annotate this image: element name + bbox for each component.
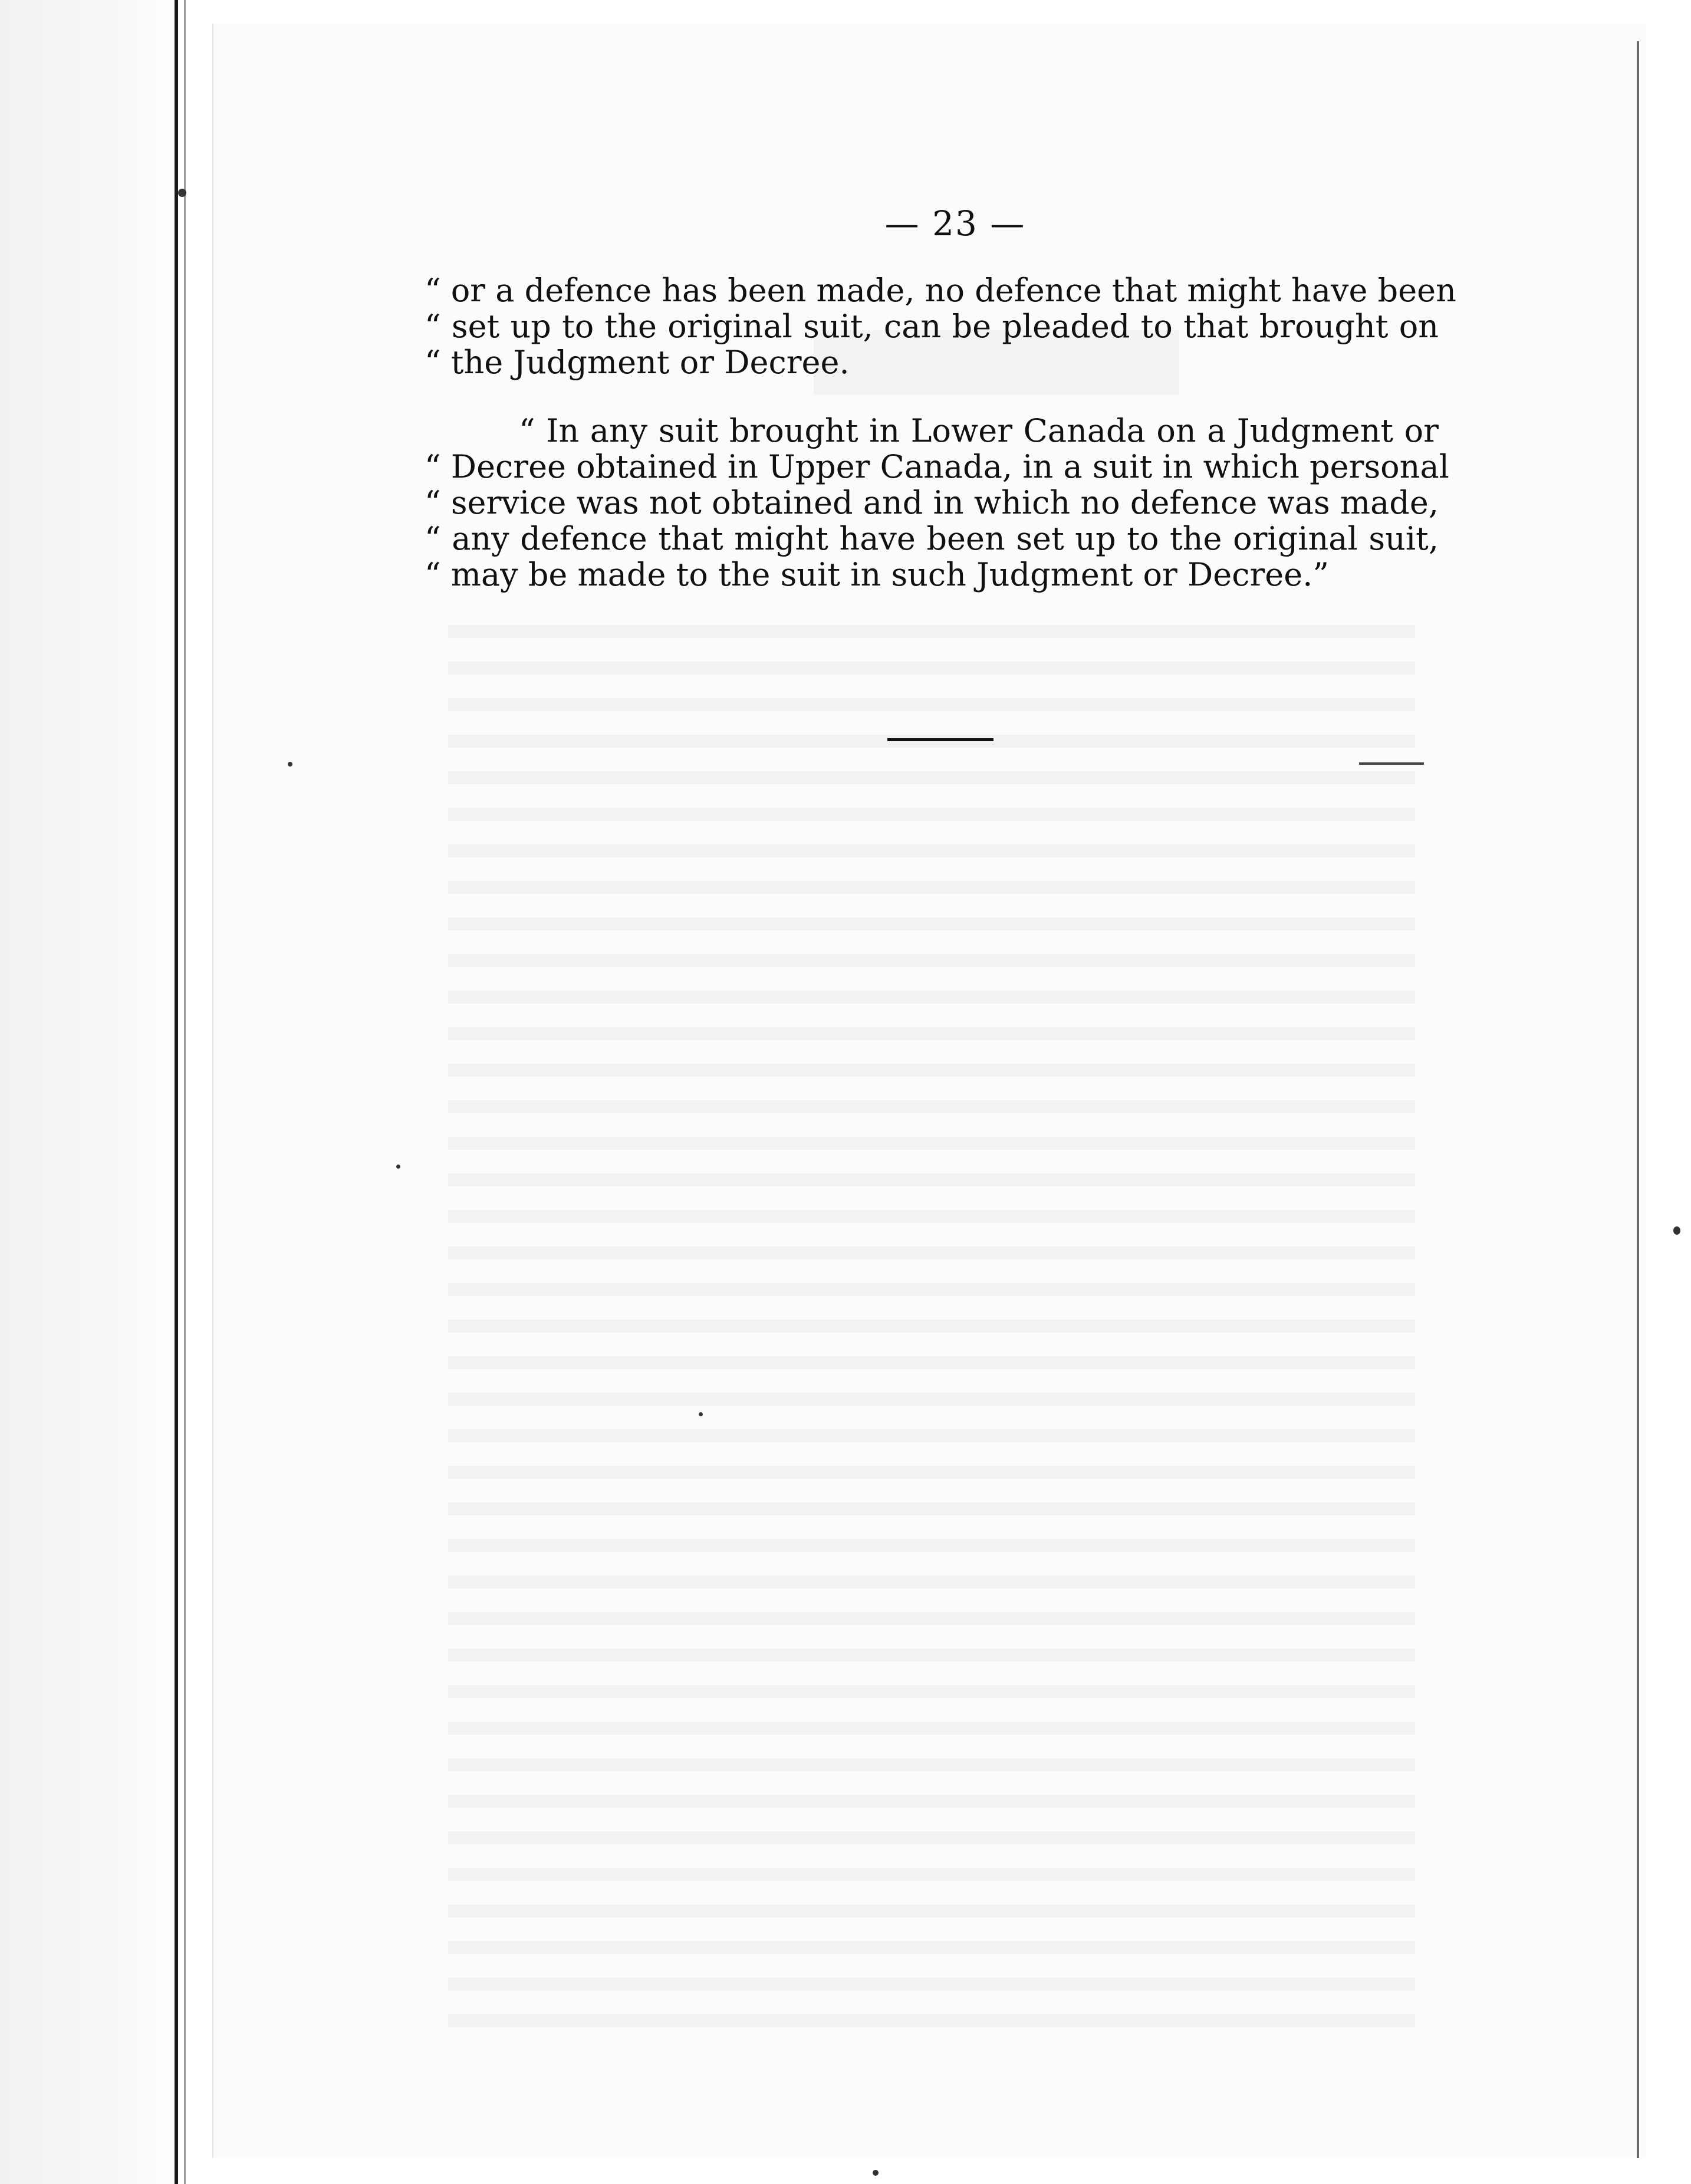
page-number: — 23 — <box>884 203 1026 244</box>
scan-speck <box>873 2170 879 2176</box>
binding-shadow <box>184 0 186 2184</box>
body-text <box>425 272 1456 593</box>
text-line: “ or a defence has been made, no defence that might have been <box>425 272 1456 309</box>
previous-leaf-strip <box>0 0 177 2184</box>
paragraph-gap <box>425 380 1439 413</box>
scan-speck <box>396 1165 400 1169</box>
scan-speck <box>288 762 292 767</box>
text-line: “ In any suit brought in Lower Canada on a Judgment or <box>519 412 1439 449</box>
leaf-right-edge <box>1637 41 1639 2158</box>
binding-edge <box>175 0 178 2184</box>
text-line: “ the Judgment or Decree. <box>425 344 850 381</box>
text-line: “ may be made to the suit in such Judgment or Decree.” <box>425 556 1329 593</box>
text-line: “ Decree obtained in Upper Canada, in a suit in which personal <box>425 448 1449 485</box>
small-rule <box>1359 762 1424 765</box>
text-line: “ any defence that might have been set up to the original suit, <box>425 520 1439 557</box>
scan-speck <box>178 189 186 197</box>
section-rule <box>887 738 993 741</box>
text-line: “ service was not obtained and in which no defence was made, <box>425 484 1439 521</box>
scan-speck <box>1673 1226 1680 1235</box>
scan-speck <box>699 1412 703 1416</box>
bleed-through-text <box>448 625 1415 2040</box>
text-line: “ set up to the original suit, can be pleaded to that brought on <box>425 308 1439 345</box>
